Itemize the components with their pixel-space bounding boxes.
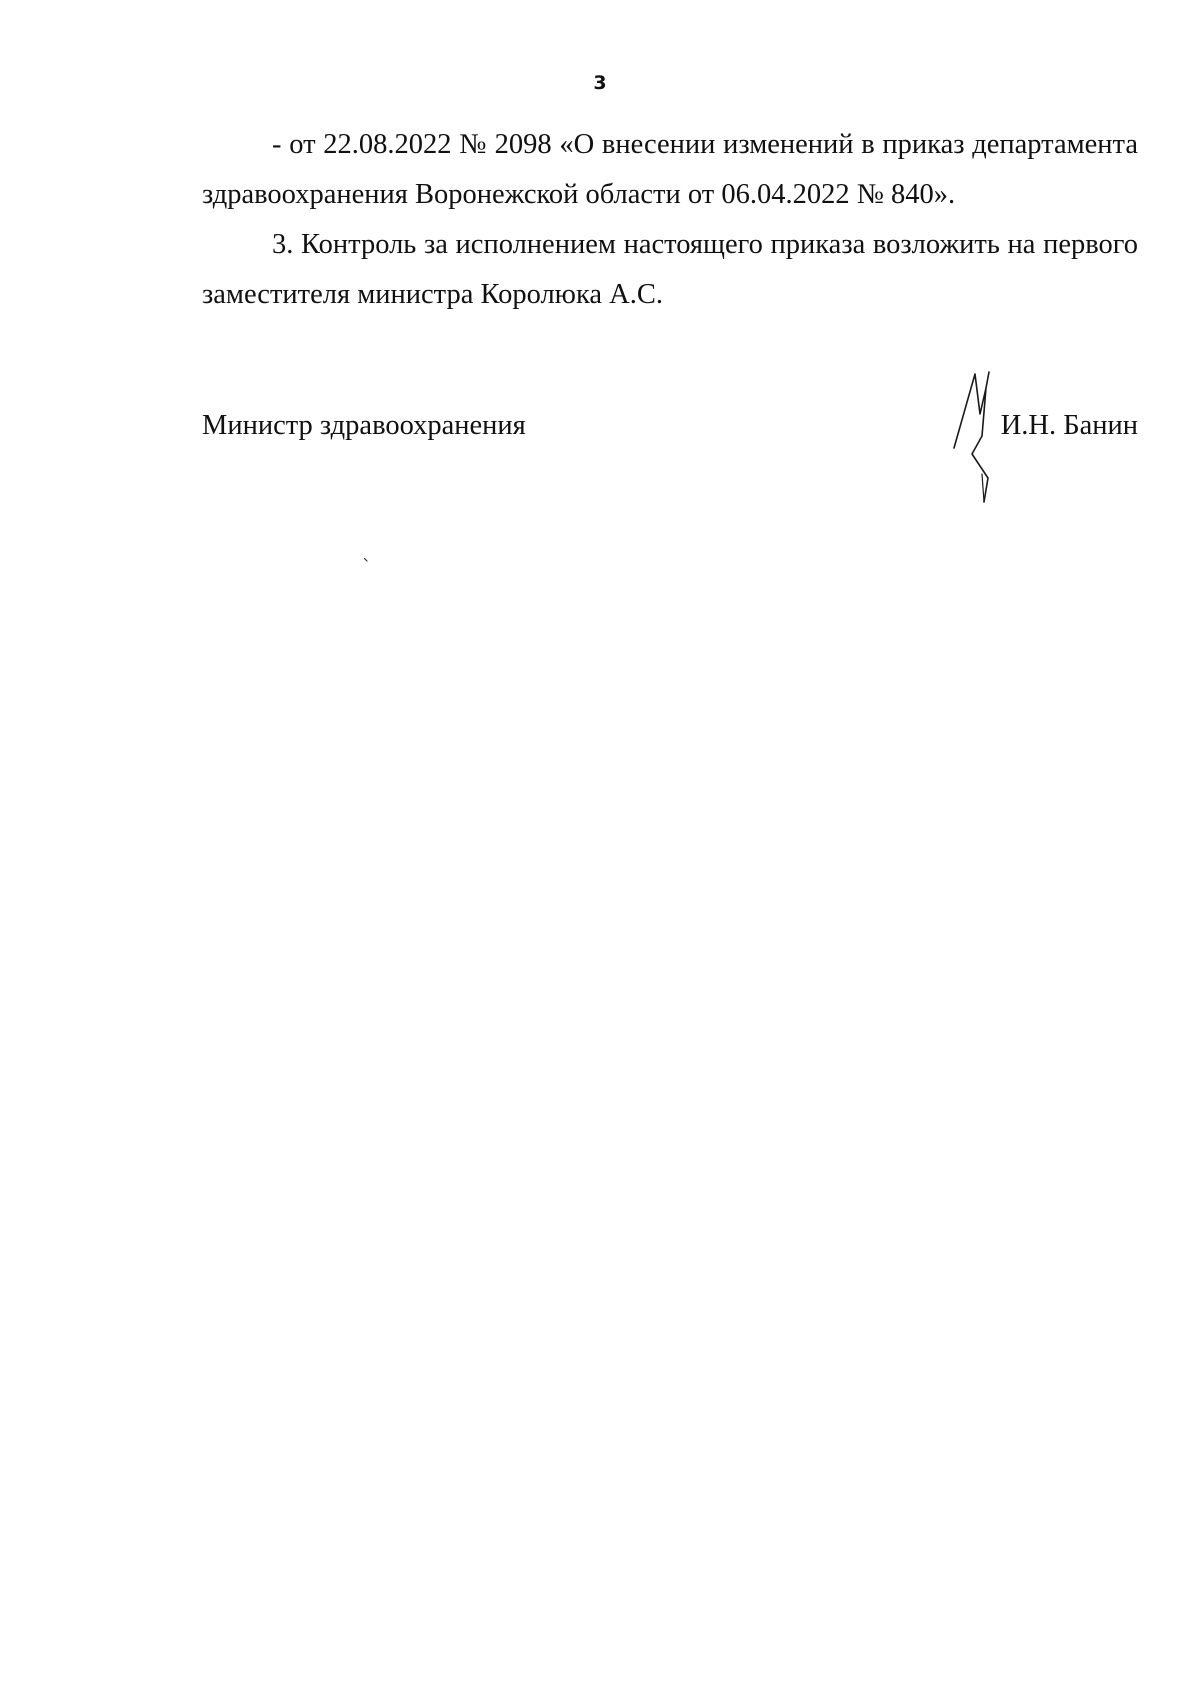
scan-speck [364,558,368,562]
paragraph-control-clause: 3. Контроль за исполнением настоящего приказа возложить на первого заместителя министра Королюка А.С. [202,229,1138,310]
signatory-name: И.Н. Банин [1000,410,1138,441]
paragraph-amendment-item: - от 22.08.2022 № 2098 «О внесении изменений в приказ департамента здравоохранения Воронежской области от 06.04.2022 № 840». [202,129,1138,210]
signature-block [202,410,1138,520]
page-number: 3 [593,72,607,94]
signatory-title: Министр здравоохранения [202,410,526,441]
document-body [202,120,1138,320]
